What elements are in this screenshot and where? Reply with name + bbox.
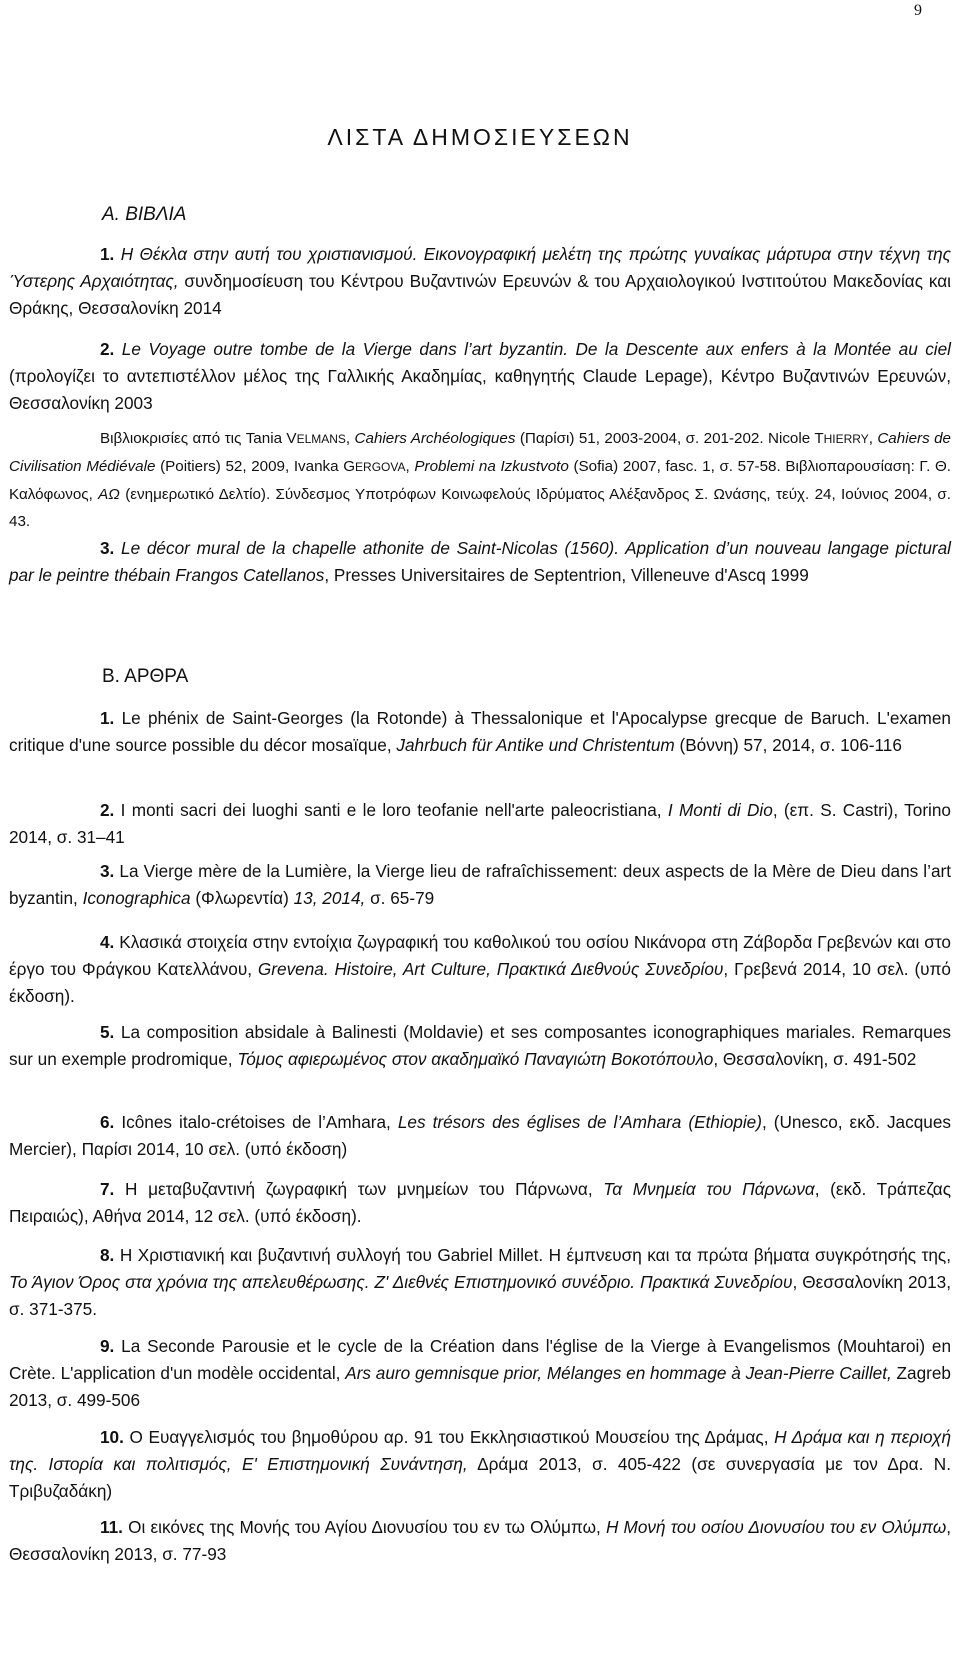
article-entry: 5. La composition absidale à Balinesti (Moldavie) et ses composantes iconographiques mariales. Remarques sur un exemple prodromique, Τόμος αφιερωμένος στον ακαδημαϊκό Παναγιώτη Βοκοτόπουλο, Θεσσαλονίκη, σ. 491-502 [9,1022,951,1069]
section-heading-articles: Β. ΑΡΘΡΑ [102,666,189,687]
book-entry: 1. Η Θέκλα στην αυτή του χριστιανισμού. Εικονογραφική μελέτη της πρώτης γυναίκας μάρτυρα στην τέχνη της Ύστερης Αρχαιότητας, συνδημοσίευση του Κέντρου Βυζαντινών Ερευνών & του Αρχαιολογικού Ινστιτούτου Μακεδονίας και Θράκης, Θεσσαλονίκη 2014 [9,244,951,318]
article-entry: 9. La Seconde Parousie et le cycle de la Création dans l'église de la Vierge à Evangelismos (Mouhtaroi) en Crète. L'application d'un modèle occidental, Ars auro gemnisque prior, Mélanges en hommage à Jean-Pierre Caillet, Zagreb 2013, σ. 499-506 [9,1336,951,1410]
article-entry: 7. Η μεταβυζαντινή ζωγραφική των μνημείων του Πάρνωνα, Τα Μνημεία του Πάρνωνα, (εκδ. Τράπεζας Πειραιώς), Αθήνα 2014, 12 σελ. (υπό έκδοση). [9,1179,951,1226]
article-entry: 10. Ο Ευαγγελισμός του βημοθύρου αρ. 91 του Εκκλησιαστικού Μουσείου της Δράμας, Η Δράμα και η περιοχή της. Ιστορία και πολιτισμός, Ε' Επιστημονική Συνάντηση, Δράμα 2013, σ. 405-422 (σε συνεργασία με τον Δρα. Ν. Τριβυζαδάκη) [9,1427,952,1501]
article-entry: 1. Le phénix de Saint-Georges (la Rotonde) à Thessalonique et l'Apocalypse grecque de Baruch. L'examen critique d'une source possible du décor mosaïque, Jahrbuch für Antike und Christentum (Βόννη) 57, 2014, σ. 106-116 [9,708,951,755]
article-entry: 11. Οι εικόνες της Μονής του Αγίου Διονυσίου του εν τω Ολύμπω, Η Μονή του οσίου Διονυσίου του εν Ολύμπω, Θεσσαλονίκη 2013, σ. 77-93 [9,1517,951,1564]
page-number: 9 [914,2,922,19]
page-title: ΛΙΣΤΑ ΔΗΜΟΣΙΕΥΣΕΩΝ [327,124,633,150]
article-entry: 8. Η Χριστιανική και βυζαντινή συλλογή του Gabriel Millet. Η έμπνευση και τα πρώτα βήματα συγκρότησής της, Το Άγιον Όρος στα χρόνια της απελευθέρωσης. Ζ' Διεθνές Επιστημονικό συνέδριο. Πρακτικά Συνεδρίου, Θεσσαλονίκη 2013, σ. 371-375. [9,1245,951,1319]
article-entry: 3. La Vierge mère de la Lumière, la Vierge lieu de rafraîchissement: deux aspects de la Mère de Dieu dans l’art byzantin, Iconographica (Φλωρεντία) 13, 2014, σ. 65-79 [9,861,951,908]
article-entry: 2. I monti sacri dei luoghi santi e le loro teofanie nell'arte paleocristiana, I Monti di Dio, (επ. S. Castri), Torino 2014, σ. 31–41 [9,800,951,847]
article-entry: 4. Κλασικά στοιχεία στην εντοίχια ζωγραφική του καθολικού του οσίου Νικάνορα στη Ζάβορδα Γρεβενών και στο έργο του Φράγκου Κατελλάνου, Grevena. Histoire, Art Culture, Πρακτικά Διεθνούς Συνεδρίου, Γρεβενά 2014, 10 σελ. (υπό έκδοση). [9,932,951,1006]
book-reviews: Βιβλιοκρισίες από τις Tania VELMANS, Cahiers Archéologiques (Παρίσι) 51, 2003-2004, σ. 201-202. Nicole THIERRY, Cahiers de Civilisation Médiévale (Poitiers) 52, 2009, Ivanka GERGOVA, Problemi na Izkustvoto (Sofia) 2007, fasc. 1, σ. 57-58. Βιβλιοπαρουσίαση: Γ. Θ. Καλόφωνος, ΑΩ (ενημερωτικό Δελτίο). Σύνδεσμος Υποτρόφων Κοινωφελούς Ιδρύματος Αλέξανδρος Σ. Ωνάσης, τεύχ. 24, Ιούνιος 2004, σ. 43. [9,430,952,530]
section-heading-books: Α. ΒΙΒΛΙΑ [102,204,187,225]
book-entry: 2. Le Voyage outre tombe de la Vierge dans l’art byzantin. De la Descente aux enfers à la Montée au ciel (προλογίζει το αντεπιστέλλον μέλος της Γαλλικής Ακαδημίας, καθηγητής Claude Lepage), Κέντρο Βυζαντινών Ερευνών, Θεσσαλονίκη 2003 [9,339,951,413]
article-entry: 6. Icônes italo-crétoises de l’Amhara, Les trésors des églises de l’Amhara (Ethiopie), (Unesco, εκδ. Jacques Mercier), Παρίσι 2014, 10 σελ. (υπό έκδοση) [9,1112,951,1159]
book-entry: 3. Le décor mural de la chapelle athonite de Saint-Nicolas (1560). Application d’un nouveau langage pictural par le peintre thébain Frangos Catellanos, Presses Universitaires de Septentrion, Villeneuve d'Ascq 1999 [9,538,951,585]
